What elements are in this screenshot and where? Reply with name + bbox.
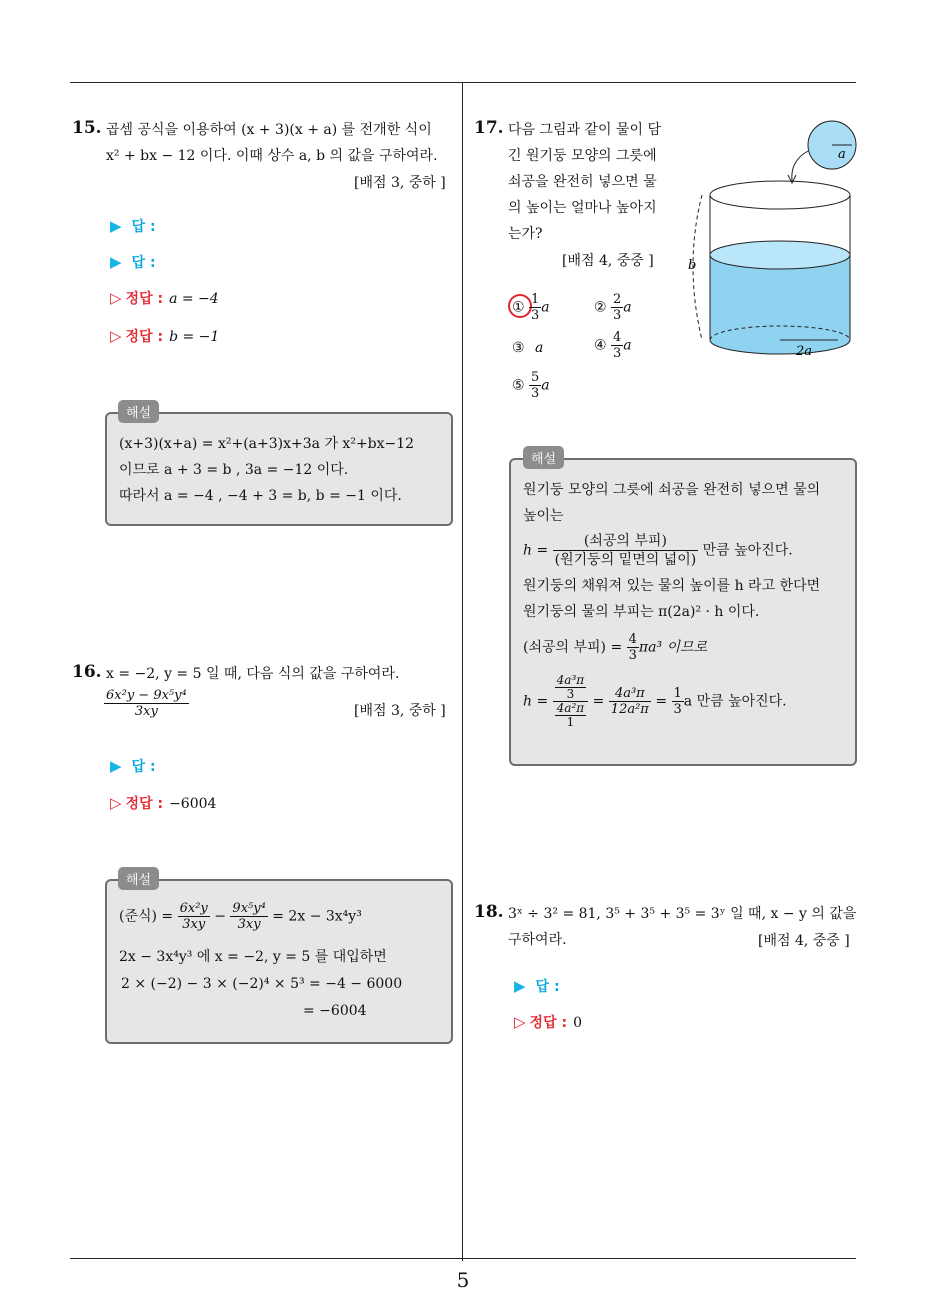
bottom-rule [70,1258,856,1259]
play-arrow-icon: ▶ [110,253,122,271]
explanation-line: h = $\frac{\text{(쇠공의 부피)}}{\text{(원기둥의 밑면의 넓이)}}$ 만큼 높아진다. [523,533,793,568]
q17-explanation-box [509,458,857,766]
q17-option-4[interactable]: ④ $\frac{4}{3}$ a [594,330,632,361]
q18-answer-row[interactable] [514,976,560,996]
q17-number: 17. [474,118,504,138]
explanation-line: (x+3)(x+a) = x²+(a+3)x+3a 가 x²+bx−12 [119,436,415,452]
explanation-line: (쇠공의 부피) = $\frac{4}{3}$ πa³ 이므로 [523,632,708,663]
explanation-line: 원기둥 모양의 그릇에 쇠공을 완전히 넣으면 물의 [523,482,821,498]
explanation-line: = −6004 [303,1003,367,1019]
explanation-line: 2x − 3x⁴y³ 에 x = −2, y = 5 를 대입하면 [119,949,387,965]
q16-explanation-box [105,879,453,1044]
q15-answer-row-1[interactable] [110,216,156,236]
q15-explanation-tag: 해설 [118,400,159,423]
q17-option-5[interactable]: ⑤ $\frac{5}{3}$ a [512,370,550,401]
explanation-line: 원기둥의 물의 부피는 π(2a)² · h 이다. [523,604,760,620]
triangle-outline-icon: ▷ [110,289,122,307]
play-arrow-icon: ▶ [514,977,526,995]
sphere-radius-label: a [838,147,846,162]
q17-text-line: 쇠공을 완전히 넣으면 물 [508,174,657,190]
q15-correct-row-1 [110,288,219,308]
column-divider [462,83,463,1261]
q17-score: [배점 4, 중중 ] [562,253,654,269]
cylinder-sphere-figure [680,115,860,375]
play-arrow-icon: ▶ [110,217,122,235]
answer-label: 답 : [535,979,560,995]
q17-text-line: 의 높이는 얼마나 높아지 [508,200,657,216]
answer-label: 답 : [131,255,156,271]
q15-text-line2: x² + bx − 12 이다. 이때 상수 a, b 의 값을 구하여라. [106,148,438,164]
triangle-outline-icon: ▷ [110,327,122,345]
q18-score: [배점 4, 중중 ] [758,933,850,949]
correct-value: 0 [573,1015,582,1031]
q15-number: 15. [72,118,102,138]
q16-score: [배점 3, 중하 ] [354,703,446,719]
q17-text-line: 는가? [508,226,543,242]
play-arrow-icon: ▶ [110,757,122,775]
answer-label: 답 : [131,759,156,775]
q15-text-line1: 곱셈 공식을 이용하여 (x + 3)(x + a) 를 전개한 식이 [106,122,432,138]
cylinder-top [710,181,850,209]
answer-label: 답 : [131,219,156,235]
correct-label: 정답 : [125,291,164,307]
explanation-line: 2 × (−2) − 3 × (−2)⁴ × 5³ = −4 − 6000 [121,976,403,992]
q18-correct-row [514,1012,582,1032]
correct-value: −6004 [169,796,217,812]
explanation-line: (준식) = $\frac{\text{6x²y}}{3xy}$ − $\frac{\text{9x⁵y⁴}}{3xy}$ = 2x − 3x⁴y³ [119,901,362,932]
q18-text-line1: 3ˣ ÷ 3² = 81, 3⁵ + 3⁵ + 3⁵ = 3ʸ 일 때, x − y 의 값을 [508,906,857,922]
q17-option-2[interactable]: ② $\frac{2}{3}$ a [594,292,632,323]
q17-option-1[interactable]: ① $\frac{1}{3}$ a [512,292,550,323]
correct-value: a = −4 [169,291,219,307]
q17-text-line: 다음 그림과 같이 물이 담 [508,122,662,138]
q15-explanation-box [105,412,453,526]
radius-label: 2a [796,344,813,359]
q16-text-line1: x = −2, y = 5 일 때, 다음 식의 값을 구하여라. [106,666,400,682]
q17-option-3[interactable]: ③ a [512,340,544,356]
q16-expression: $\frac{\text{6x²y − 9x⁵y⁴}}{3xy}$ [106,688,187,719]
correct-label: 정답 : [125,796,164,812]
explanation-line: h = $\frac{\frac{\text{4a³π}}{3}}{\frac{\text{4a²π}}{1}}$ = $\frac{\text{4a³π}}{\text{12a²π}}$ = $\frac{1}{3}$ a 만큼 높아진다. [523,673,787,729]
q16-number: 16. [72,662,102,682]
top-rule [70,82,856,83]
q15-correct-row-2 [110,326,219,346]
q16-correct-row [110,793,216,813]
explanation-line: 따라서 a = −4 , −4 + 3 = b, b = −1 이다. [119,488,402,504]
q18-text-line2: 구하여라. [508,932,567,948]
q17-text-line: 긴 원기둥 모양의 그릇에 [508,148,657,164]
q16-answer-row[interactable] [110,756,156,776]
water-surface [710,241,850,269]
triangle-outline-icon: ▷ [110,794,122,812]
explanation-line: 높이는 [523,508,564,524]
height-label: b [688,258,697,273]
page-number: 5 [456,1268,470,1292]
triangle-outline-icon: ▷ [514,1013,526,1031]
water-body [710,255,850,354]
q18-number: 18. [474,902,504,922]
q15-score: [배점 3, 중하 ] [354,175,446,191]
correct-value: b = −1 [169,329,220,345]
q17-explanation-tag: 해설 [523,446,564,469]
explanation-line: 원기둥의 채워져 있는 물의 높이를 h 라고 한다면 [523,578,821,594]
correct-label: 정답 : [529,1015,568,1031]
correct-label: 정답 : [125,329,164,345]
q15-answer-row-2[interactable] [110,252,156,272]
q16-explanation-tag: 해설 [118,867,159,890]
explanation-line: 이므로 a + 3 = b , 3a = −12 이다. [119,462,349,478]
